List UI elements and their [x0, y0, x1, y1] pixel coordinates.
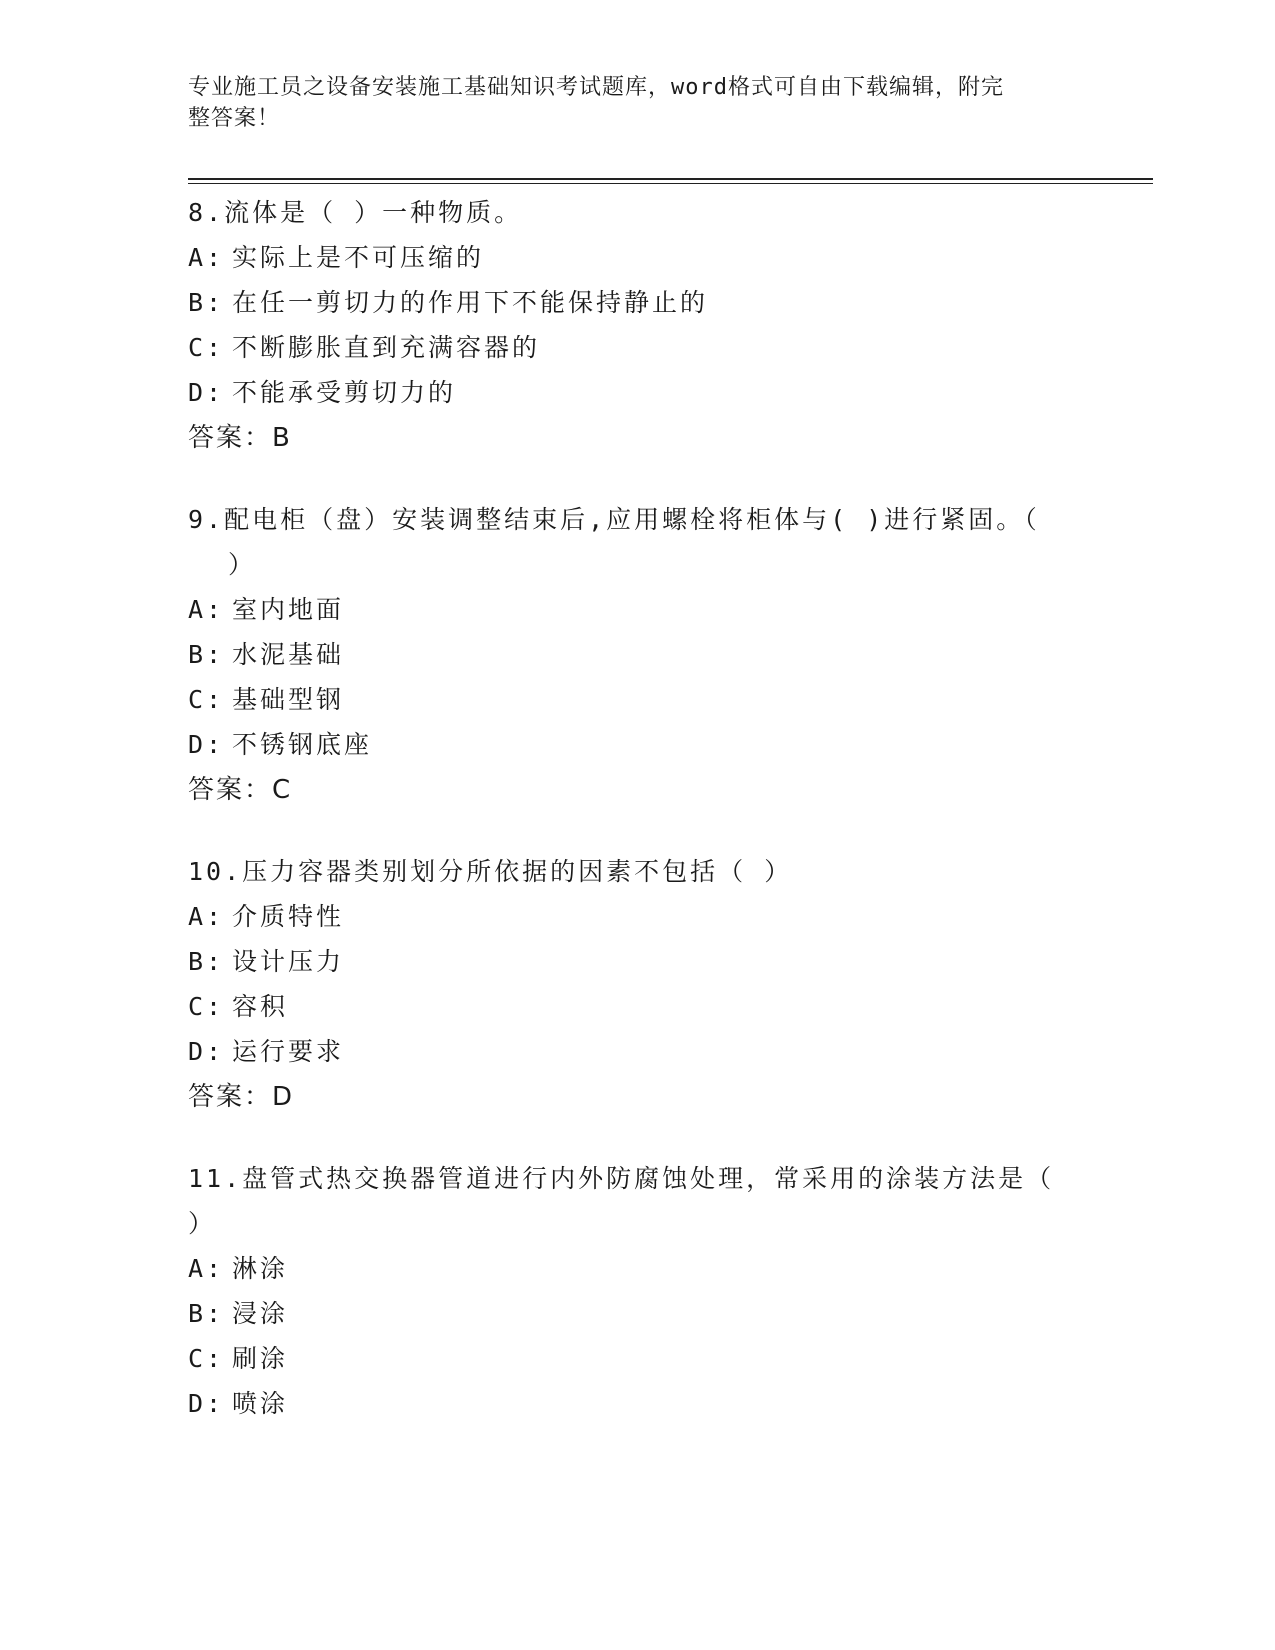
option-b [188, 632, 1088, 677]
option-c [188, 984, 1088, 1029]
option-key: D: [188, 1037, 225, 1066]
question-stem [188, 849, 1088, 894]
question-8 [188, 190, 1088, 461]
option-text: 室内地面 [232, 595, 345, 624]
option-key: D: [188, 378, 225, 407]
option-d [188, 1029, 1088, 1074]
header-divider-thin [188, 183, 1153, 184]
header-line-1: 专业施工员之设备安装施工基础知识考试题库，word格式可自由下载编辑，附完 [188, 75, 1004, 100]
option-key: B: [188, 1299, 225, 1328]
option-a [188, 1246, 1088, 1291]
question-stem-text: 11.盘管式热交换器管道进行内外防腐蚀处理，常采用的涂装方法是（ [188, 1164, 1055, 1193]
option-text: 运行要求 [232, 1037, 345, 1066]
option-d [188, 722, 1088, 767]
question-stem-text: 10.压力容器类别划分所依据的因素不包括（ ） [188, 857, 793, 886]
option-text: 基础型钢 [232, 685, 345, 714]
option-b [188, 939, 1088, 984]
option-a [188, 235, 1088, 280]
answer-line: 答案：C [188, 775, 293, 805]
option-b [188, 1291, 1088, 1336]
answer-line: 答案：D [188, 1082, 295, 1112]
option-key: B: [188, 288, 225, 317]
question-stem [188, 1156, 1088, 1246]
option-text: 不断膨胀直到充满容器的 [232, 333, 541, 362]
header-divider-thick [188, 178, 1153, 180]
option-a [188, 587, 1088, 632]
option-key: B: [188, 640, 225, 669]
document-header [188, 72, 1068, 134]
header-line-2: 整答案！ [188, 106, 281, 131]
option-text: 浸涂 [232, 1299, 289, 1328]
option-c [188, 325, 1088, 370]
option-text: 淋涂 [232, 1254, 289, 1283]
option-key: A: [188, 595, 225, 624]
option-d [188, 370, 1088, 415]
option-c [188, 1336, 1088, 1381]
question-list [188, 190, 1088, 1462]
option-key: C: [188, 685, 225, 714]
option-text: 设计压力 [232, 947, 345, 976]
option-text: 实际上是不可压缩的 [232, 243, 485, 272]
question-stem [188, 497, 1088, 587]
question-stem-text: 9.配电柜（盘）安装调整结束后,应用螺栓将柜体与( )进行紧固。（ [188, 505, 1040, 534]
option-text: 水泥基础 [232, 640, 345, 669]
option-c [188, 677, 1088, 722]
option-key: C: [188, 992, 225, 1021]
option-key: C: [188, 333, 225, 362]
option-a [188, 894, 1088, 939]
answer-line: 答案：B [188, 423, 292, 453]
option-text: 刷涂 [232, 1344, 289, 1373]
option-text: 不锈钢底座 [232, 730, 373, 759]
option-text: 不能承受剪切力的 [232, 378, 457, 407]
option-key: B: [188, 947, 225, 976]
option-text: 容积 [232, 992, 289, 1021]
option-key: A: [188, 243, 225, 272]
question-11 [188, 1156, 1088, 1426]
question-stem-continuation: ） [188, 1209, 217, 1238]
question-10 [188, 849, 1088, 1120]
option-d [188, 1381, 1088, 1426]
option-text: 喷涂 [232, 1389, 289, 1418]
question-stem-text: 8.流体是（ ）一种物质。 [188, 198, 523, 227]
option-key: A: [188, 902, 225, 931]
option-key: D: [188, 1389, 225, 1418]
question-9 [188, 497, 1088, 813]
option-b [188, 280, 1088, 325]
question-stem [188, 190, 1088, 235]
option-text: 在任一剪切力的作用下不能保持静止的 [232, 288, 709, 317]
option-key: D: [188, 730, 225, 759]
option-key: A: [188, 1254, 225, 1283]
option-text: 介质特性 [232, 902, 345, 931]
option-key: C: [188, 1344, 225, 1373]
question-stem-continuation: ） [228, 550, 257, 579]
